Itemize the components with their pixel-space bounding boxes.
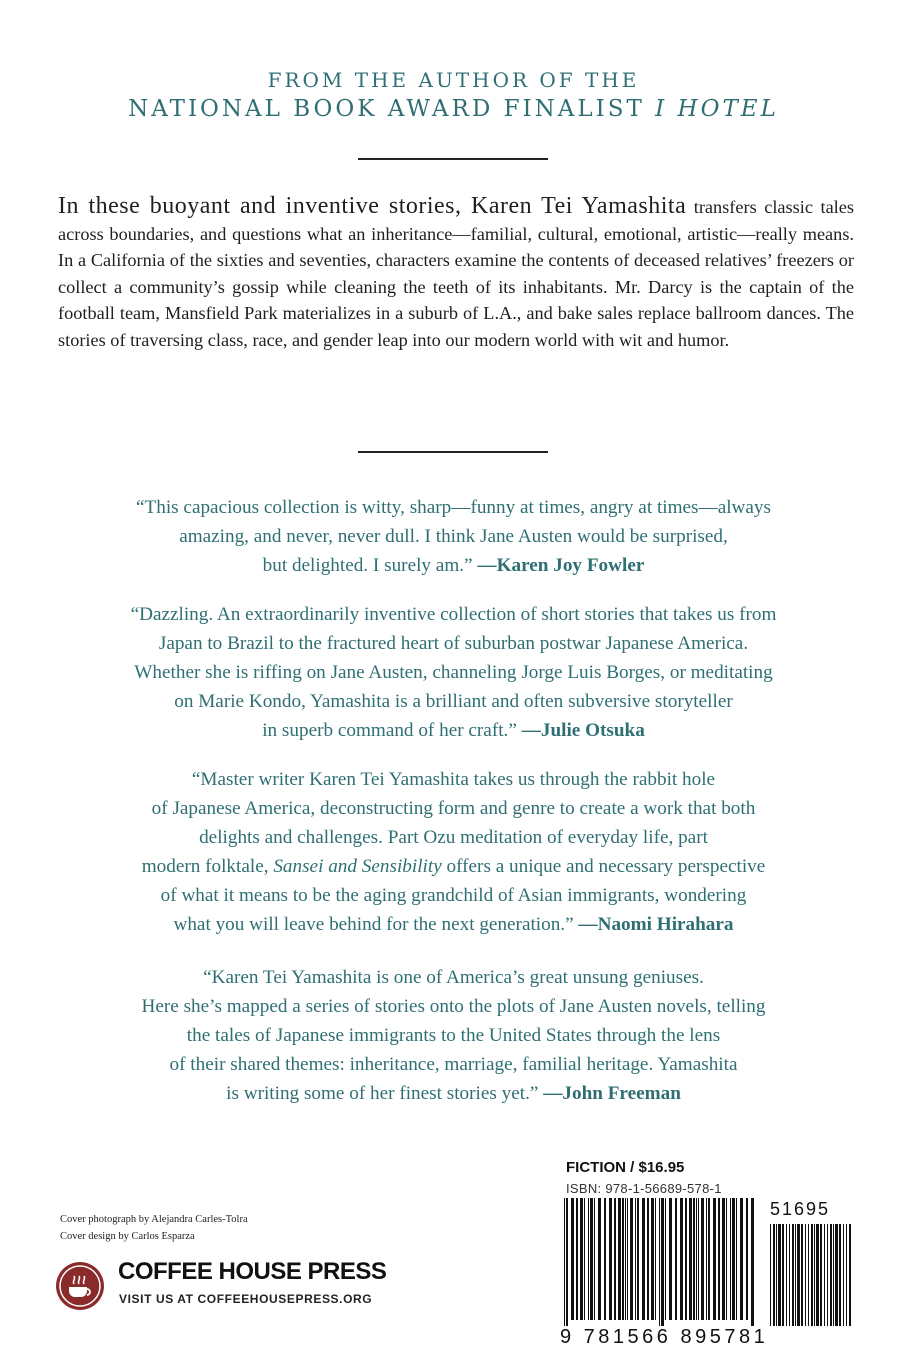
barcode-bar bbox=[598, 1198, 601, 1320]
isbn-label: ISBN: 978-1-56689-578-1 bbox=[566, 1181, 722, 1196]
barcode-bar bbox=[571, 1198, 574, 1320]
barcode-addon-bar bbox=[795, 1224, 796, 1326]
barcode-addon-bar bbox=[773, 1224, 775, 1326]
barcode-bar bbox=[635, 1198, 636, 1320]
barcode-addon-bar bbox=[835, 1224, 838, 1326]
barcode-bar bbox=[675, 1198, 677, 1320]
header-award-text: NATIONAL BOOK AWARD FINALIST bbox=[128, 96, 656, 122]
barcode-bar bbox=[708, 1198, 710, 1320]
barcode-addon-bar bbox=[792, 1224, 794, 1326]
barcode-bar bbox=[693, 1198, 695, 1320]
header-book-title: I HOTEL bbox=[655, 96, 779, 122]
barcode-digits: 9 781566 895781 bbox=[560, 1326, 769, 1348]
barcode-addon-bar bbox=[786, 1224, 787, 1326]
barcode-bar bbox=[722, 1198, 725, 1320]
quote-line: the tales of Japanese immigrants to the United States through the lens bbox=[186, 1025, 721, 1046]
quote-line-last: in superb command of her craft.” —Julie Otsuka bbox=[262, 720, 645, 741]
quote-line: “Dazzling. An extraordinarily inventive collection of short stories that takes us from bbox=[130, 604, 777, 625]
quote-line: Here she’s mapped a series of stories onto the plots of Jane Austen novels, telling bbox=[141, 996, 766, 1017]
barcode-addon-bar bbox=[846, 1224, 847, 1326]
barcode-bar bbox=[594, 1198, 595, 1320]
barcode-bar bbox=[701, 1198, 704, 1320]
barcode-addon-bar bbox=[816, 1224, 819, 1326]
quote-line-last: what you will leave behind for the next generation.” —Naomi Hirahara bbox=[173, 914, 734, 935]
barcode-bar bbox=[588, 1198, 589, 1320]
barcode-bar bbox=[614, 1198, 616, 1320]
barcode-bar bbox=[706, 1198, 707, 1320]
barcode-bar bbox=[659, 1198, 660, 1326]
barcode-bar bbox=[622, 1198, 624, 1320]
barcode-addon-bar bbox=[827, 1224, 828, 1326]
coffee-cup-icon bbox=[56, 1262, 104, 1310]
barcode-addon-bar bbox=[814, 1224, 815, 1326]
barcode-bar bbox=[665, 1198, 666, 1320]
barcode-bar bbox=[625, 1198, 626, 1320]
barcode-bar bbox=[732, 1198, 735, 1320]
barcode-addon-bar bbox=[830, 1224, 832, 1326]
barcode-bar bbox=[685, 1198, 687, 1320]
barcode-bar bbox=[580, 1198, 583, 1320]
barcode-addon-bar bbox=[801, 1224, 803, 1326]
divider-top bbox=[358, 158, 548, 160]
barcode-bar bbox=[637, 1198, 639, 1320]
barcode-addon-bar bbox=[789, 1224, 790, 1326]
barcode-bar bbox=[604, 1198, 606, 1320]
barcode-addon-bar bbox=[811, 1224, 813, 1326]
blurb-lead: In these buoyant and inventive stories, Karen Tei Yamashita bbox=[58, 193, 687, 219]
barcode-bar bbox=[564, 1198, 565, 1326]
quote-line: “This capacious collection is witty, sharp—funny at times, angry at times—always bbox=[136, 497, 771, 518]
barcode-bar bbox=[736, 1198, 737, 1320]
barcode-bar bbox=[576, 1198, 578, 1320]
quote-line: on Marie Kondo, Yamashita is a brilliant and often subversive storyteller bbox=[174, 691, 733, 712]
barcode-bar bbox=[566, 1198, 568, 1326]
barcode-addon-bar bbox=[843, 1224, 844, 1326]
quote-line: Whether she is riffing on Jane Austen, channeling Jorge Luis Borges, or meditating bbox=[134, 662, 773, 683]
barcode-bar bbox=[696, 1198, 697, 1320]
barcode-bar bbox=[627, 1198, 628, 1320]
quote-line: amazing, and never, never dull. I think Jane Austen would be surprised, bbox=[179, 526, 728, 547]
barcode-bar bbox=[698, 1198, 699, 1320]
barcode-bar bbox=[647, 1198, 649, 1320]
barcode-addon-digits: 51695 bbox=[770, 1199, 831, 1219]
barcode-bar bbox=[609, 1198, 612, 1320]
quote-line: of what it means to be the aging grandchild of Asian immigrants, wondering bbox=[160, 885, 747, 906]
quote-line: of Japanese America, deconstructing form and genre to create a work that both bbox=[151, 798, 756, 819]
barcode-addon-bar bbox=[849, 1224, 851, 1326]
blurb-body: transfers classic tales across boundaries, and questions what an inheritance—familial, cultural, emotional, artistic—really means. In a California of the sixties and seventies, characters examine the contents of deceased relatives’ freezers or collect a community’s gossip while cleaning the teeth of its inhabitants. Mr. Darcy is the captain of the football team, Mansfield Park materializes in a suburb of L.A., and bake sales replace ballroom dances. The stories of traversing class, race, and gender leap into our modern world with wit and humor. bbox=[58, 197, 854, 350]
photo-credit: Cover photograph by Alejandra Carles-Tolra bbox=[60, 1214, 248, 1225]
barcode-bar bbox=[630, 1198, 633, 1320]
barcode-addon-bar bbox=[776, 1224, 777, 1326]
header-line-2 bbox=[0, 96, 907, 122]
quote-attribution: —Julie Otsuka bbox=[521, 720, 645, 741]
barcode-bar bbox=[642, 1198, 645, 1320]
quote-attribution: —John Freeman bbox=[543, 1083, 681, 1104]
description-blurb bbox=[58, 193, 854, 354]
barcode-addon-bar bbox=[824, 1224, 825, 1326]
barcode-addon-bar bbox=[778, 1224, 781, 1326]
barcode-bar bbox=[669, 1198, 672, 1320]
quote-line: of their shared themes: inheritance, marriage, familial heritage. Yamashita bbox=[169, 1054, 738, 1075]
barcode-addon-bar bbox=[782, 1224, 784, 1326]
quote-line: “Master writer Karen Tei Yamashita takes us through the rabbit hole bbox=[191, 769, 716, 790]
barcode-addon-bar bbox=[839, 1224, 841, 1326]
quote-line: modern folktale, Sansei and Sensibility offers a unique and necessary perspective bbox=[141, 856, 766, 877]
quote-freeman bbox=[40, 963, 867, 1108]
barcode-bar bbox=[730, 1198, 731, 1320]
barcode-bar bbox=[655, 1198, 656, 1320]
barcode-bar bbox=[718, 1198, 720, 1320]
barcode-addon-bar bbox=[797, 1224, 800, 1326]
quote-hirahara bbox=[40, 765, 867, 939]
barcode-bar bbox=[740, 1198, 743, 1320]
barcode-bar bbox=[726, 1198, 727, 1320]
quote-otsuka bbox=[40, 600, 867, 745]
barcode-bar bbox=[661, 1198, 664, 1326]
barcode-bar bbox=[618, 1198, 621, 1320]
quote-line: “Karen Tei Yamashita is one of America’s great unsung geniuses. bbox=[203, 967, 704, 988]
quote-fowler bbox=[40, 493, 867, 580]
barcode-bar bbox=[751, 1198, 754, 1326]
quote-attribution: —Naomi Hirahara bbox=[578, 914, 734, 935]
barcode-bar bbox=[746, 1198, 748, 1320]
barcode-bar bbox=[680, 1198, 683, 1320]
quote-line-last: is writing some of her finest stories yet.” —John Freeman bbox=[226, 1083, 681, 1104]
barcode-addon-bar bbox=[770, 1224, 771, 1326]
quote-attribution: —Karen Joy Fowler bbox=[477, 555, 645, 576]
barcode-addon-bar bbox=[833, 1224, 834, 1326]
barcode-bar bbox=[651, 1198, 654, 1320]
barcode-bar bbox=[713, 1198, 716, 1320]
quote-line-last: but delighted. I surely am.” —Karen Joy Fowler bbox=[262, 555, 645, 576]
design-credit: Cover design by Carlos Esparza bbox=[60, 1231, 195, 1242]
cover-credits bbox=[60, 1211, 248, 1245]
barcode-addon-bar bbox=[805, 1224, 806, 1326]
header-line-1: FROM THE AUTHOR OF THE bbox=[267, 68, 640, 92]
barcode-addon-bar bbox=[820, 1224, 822, 1326]
quote-line: delights and challenges. Part Ozu meditation of everyday life, part bbox=[199, 827, 708, 848]
barcode-bar bbox=[689, 1198, 692, 1320]
barcode-addon-bar bbox=[808, 1224, 809, 1326]
quote-line: Japan to Brazil to the fractured heart of suburban postwar Japanese America. bbox=[158, 633, 749, 654]
divider-bottom bbox=[358, 451, 548, 453]
barcode-bar bbox=[584, 1198, 585, 1320]
publisher-url: VISIT US AT COFFEEHOUSEPRESS.ORG bbox=[119, 1292, 373, 1306]
publisher-name: COFFEE HOUSE PRESS bbox=[118, 1258, 387, 1285]
barcode-bar bbox=[590, 1198, 593, 1320]
category-price: FICTION / $16.95 bbox=[566, 1159, 685, 1176]
